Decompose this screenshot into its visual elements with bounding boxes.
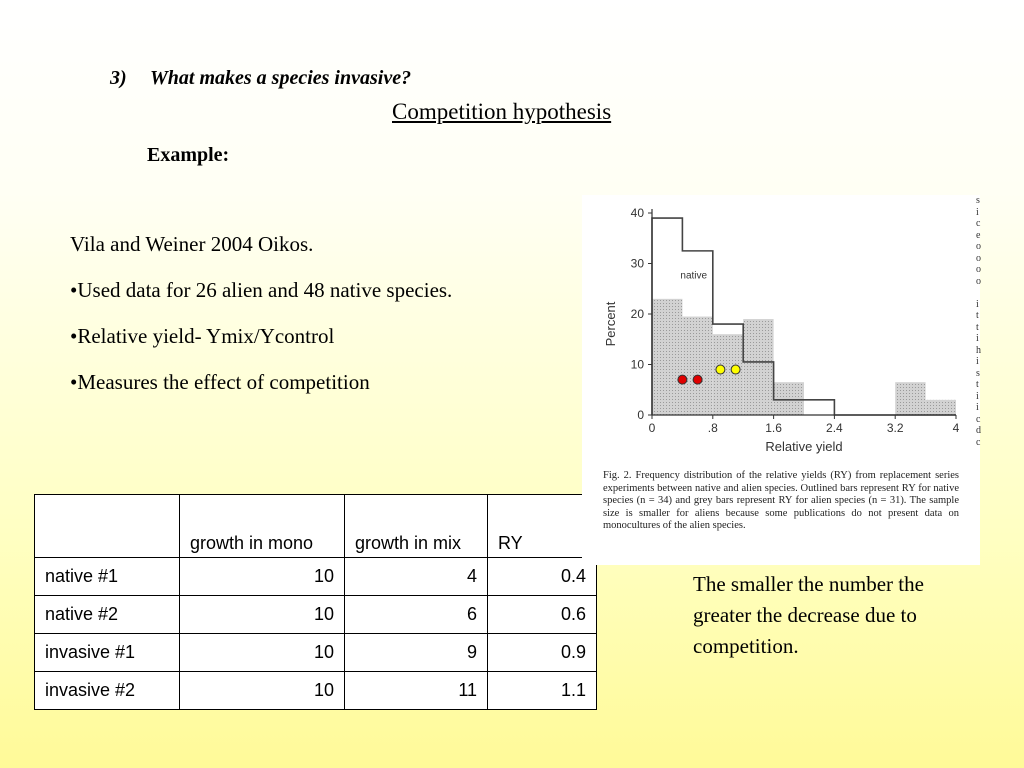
table-cell-mono: 10 (180, 634, 345, 672)
heading-number: 3) (110, 67, 127, 89)
grey-bar (895, 382, 925, 415)
table-cell-mono: 10 (180, 596, 345, 634)
highlight-marker (678, 375, 687, 384)
grey-bar (774, 382, 804, 415)
bullet-relative-yield: •Relative yield- Ymix/Ycontrol (70, 324, 335, 348)
highlight-marker (716, 365, 725, 374)
bullet-citation: Vila and Weiner 2004 Oikos. (70, 232, 314, 256)
table-header-row (35, 495, 597, 558)
figure-panel (582, 195, 980, 565)
table-cell-ry: 0.9 (488, 634, 597, 672)
x-tick-label: 1.6 (765, 421, 782, 435)
x-tick-label: 4 (952, 421, 960, 435)
table-row (35, 596, 597, 634)
slide-subheading: Competition hypothesis (392, 99, 612, 124)
interpretation-note: The smaller the number the greater the decrease due to competition. (693, 572, 924, 658)
table-row (35, 558, 597, 596)
x-tick-label: 0 (648, 421, 656, 435)
table-cell-mix: 4 (345, 558, 488, 596)
x-tick-label: 3.2 (886, 421, 904, 435)
table-header-mix: growth in mix (345, 495, 488, 558)
grey-bar (743, 319, 773, 415)
relative-yield-histogram (582, 195, 974, 467)
table-header-ry: RY (488, 495, 597, 558)
table-row (35, 672, 597, 710)
table-cell-ry: 1.1 (488, 672, 597, 710)
example-label: Example: (147, 144, 230, 166)
table-cell-mix: 9 (345, 634, 488, 672)
table-cell-species: invasive #2 (35, 672, 180, 710)
y-tick-label: 10 (630, 357, 644, 372)
table-cell-ry: 0.6 (488, 596, 597, 634)
table-cell-ry: 0.4 (488, 558, 597, 596)
table-cell-mono: 10 (180, 558, 345, 596)
bullet-list (70, 229, 540, 413)
highlight-marker (731, 365, 740, 374)
cropped-text-edge: s i c e o o o o i t t i h i s t i i c d c (976, 195, 981, 448)
table-cell-mix: 6 (345, 596, 488, 634)
native-series-label: native (680, 270, 708, 282)
grey-bar (713, 334, 743, 415)
ry-table (34, 494, 597, 710)
grey-bar (652, 299, 682, 415)
table-cell-species: native #2 (35, 596, 180, 634)
grey-bar (926, 400, 956, 415)
highlight-marker (693, 375, 702, 384)
y-tick-label: 40 (630, 206, 644, 220)
table-cell-mix: 11 (345, 672, 488, 710)
table-cell-species: native #1 (35, 558, 180, 596)
x-axis-label: Relative yield (765, 439, 843, 454)
y-tick-label: 20 (630, 307, 644, 321)
table-cell-mono: 10 (180, 672, 345, 710)
y-tick-label: 30 (630, 256, 644, 271)
table-row (35, 634, 597, 672)
bullet-data: •Used data for 26 alien and 48 native species. (70, 278, 453, 302)
x-tick-label: 2.4 (826, 421, 843, 435)
bullet-competition: •Measures the effect of competition (70, 370, 370, 394)
heading-text: What makes a species invasive? (150, 67, 412, 89)
grey-bar (682, 317, 712, 415)
y-axis-label: Percent (603, 301, 618, 347)
slide-heading (110, 67, 411, 90)
figure-caption: Fig. 2. Frequency distribution of the relative yields (RY) from replacement series experiments between native and alien species. Outlined bars represent RY for native species (n = 34) and grey bars represent RY for alien species (n = 31). The sample size is smaller for aliens because some publications do not present data on monocultures of the alien species. (603, 470, 959, 531)
table-header-mono: growth in mono (180, 495, 345, 558)
table-cell-species: invasive #1 (35, 634, 180, 672)
y-tick-label: 0 (637, 408, 644, 422)
table-header-empty (35, 495, 180, 558)
x-tick-label: .8 (707, 421, 718, 435)
